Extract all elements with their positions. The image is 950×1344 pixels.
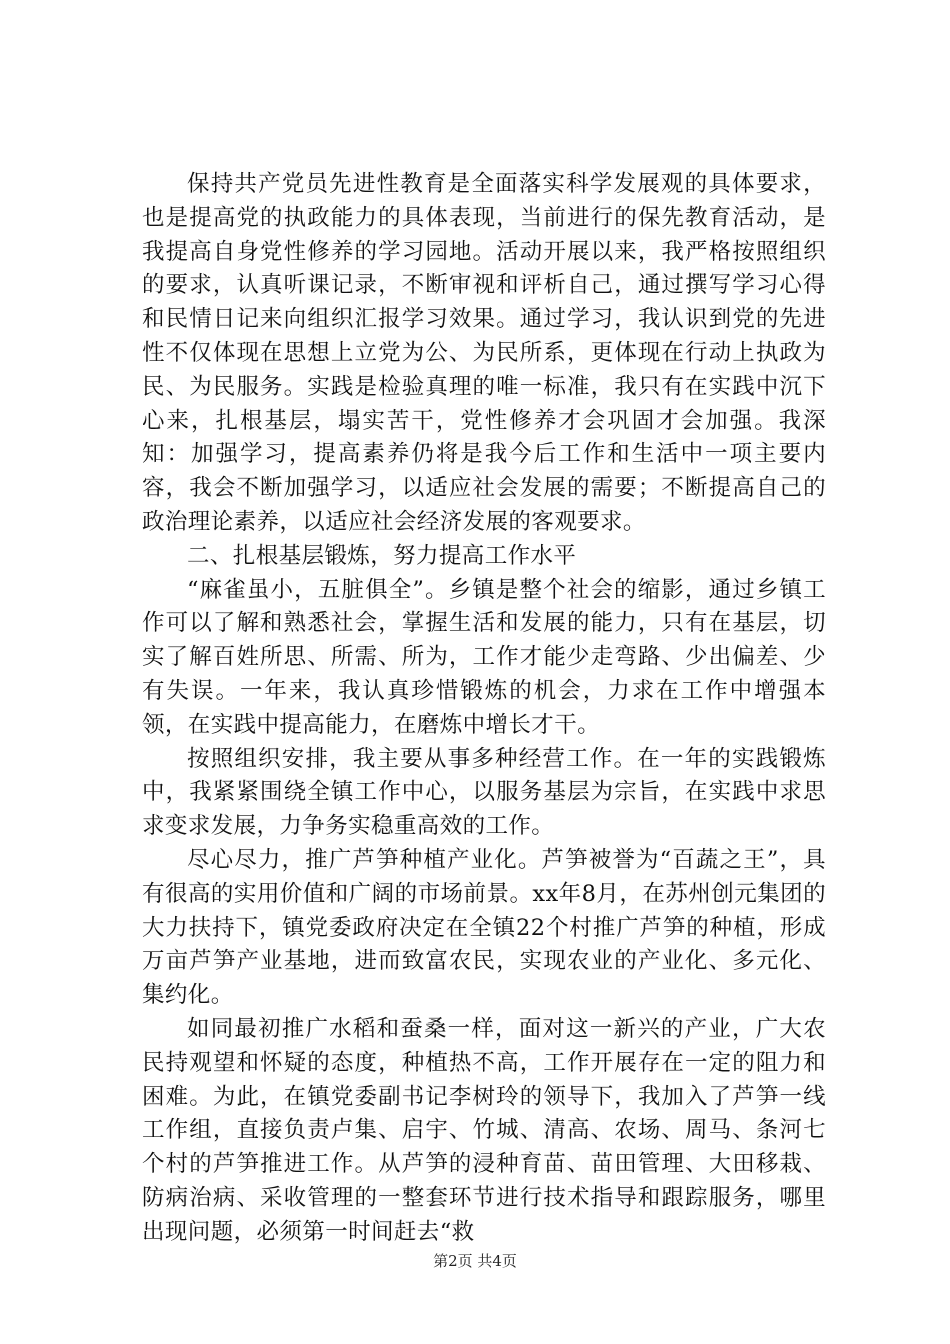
section-heading: 二、扎根基层锻炼，努力提高工作水平 [187,542,577,569]
page-footer: 第2页 共4页 [433,1252,517,1270]
paragraph-promotion: 如同最初推广水稻和蚕桑一样，面对这一新兴的产业，广大农民持观望和怀疑的态度，种植热不高，工作开展存在一定的阻力和困难。为此，在镇党委副书记李树玲的领导下，我加入了芦笋一线工作组，直接负责卢集、启宇、竹城、清高、农场、周马、条河七个村的芦笋推进工作。从芦笋的浸种育苗、苗田管理、大田移栽、防病治病、采收管理的一整套环节进行技术指导和跟踪服务，哪里出现问题，必须第一时间赶去“救 [142,1015,826,1245]
document-body [142,168,826,1250]
paragraph-grassroots: “麻雀虽小，五脏俱全”。乡镇是整个社会的缩影，通过乡镇工作可以了解和熟悉社会，掌握生活和发展的能力，只有在基层，切实了解百姓所思、所需、所为，工作才能少走弯路、少出偏差、少有失误。一年来，我认真珍惜锻炼的机会，力求在工作中增强本领，在实践中提高能力，在磨炼中增长才干。 [142,576,826,738]
paragraph-intro: 保持共产党员先进性教育是全面落实科学发展观的具体要求，也是提高党的执政能力的具体表现，当前进行的保先教育活动，是我提高自身党性修养的学习园地。活动开展以来，我严格按照组织的要求，认真听课记录，不断审视和评析自己，通过撰写学习心得和民情日记来向组织汇报学习效果。通过学习，我认识到党的先进性不仅体现在思想上立党为公、为民所系，更体现在行动上执政为民、为民服务。实践是检验真理的唯一标准，我只有在实践中沉下心来，扎根基层，塌实苦干，党性修养才会巩固才会加强。我深知：加强学习，提高素养仍将是我今后工作和生活中一项主要内容，我会不断加强学习，以适应社会发展的需要；不断提高自己的政治理论素养，以适应社会经济发展的客观要求。 [142,171,826,535]
paragraph-assignment: 按照组织安排，我主要从事多种经营工作。在一年的实践锻炼中，我紧紧围绕全镇工作中心，以服务基层为宗旨，在实践中求思求变求发展，力争务实稳重高效的工作。 [142,745,826,840]
paragraph-asparagus: 尽心尽力，推广芦笋种植产业化。芦笋被誉为“百蔬之王”，具有很高的实用价值和广阔的市场前景。xx年8月，在苏州创元集团的大力扶持下，镇党委政府决定在全镇22个村推广芦笋的种植，形成万亩芦笋产业基地，进而致富农民，实现农业的产业化、多元化、集约化。 [142,846,826,1009]
